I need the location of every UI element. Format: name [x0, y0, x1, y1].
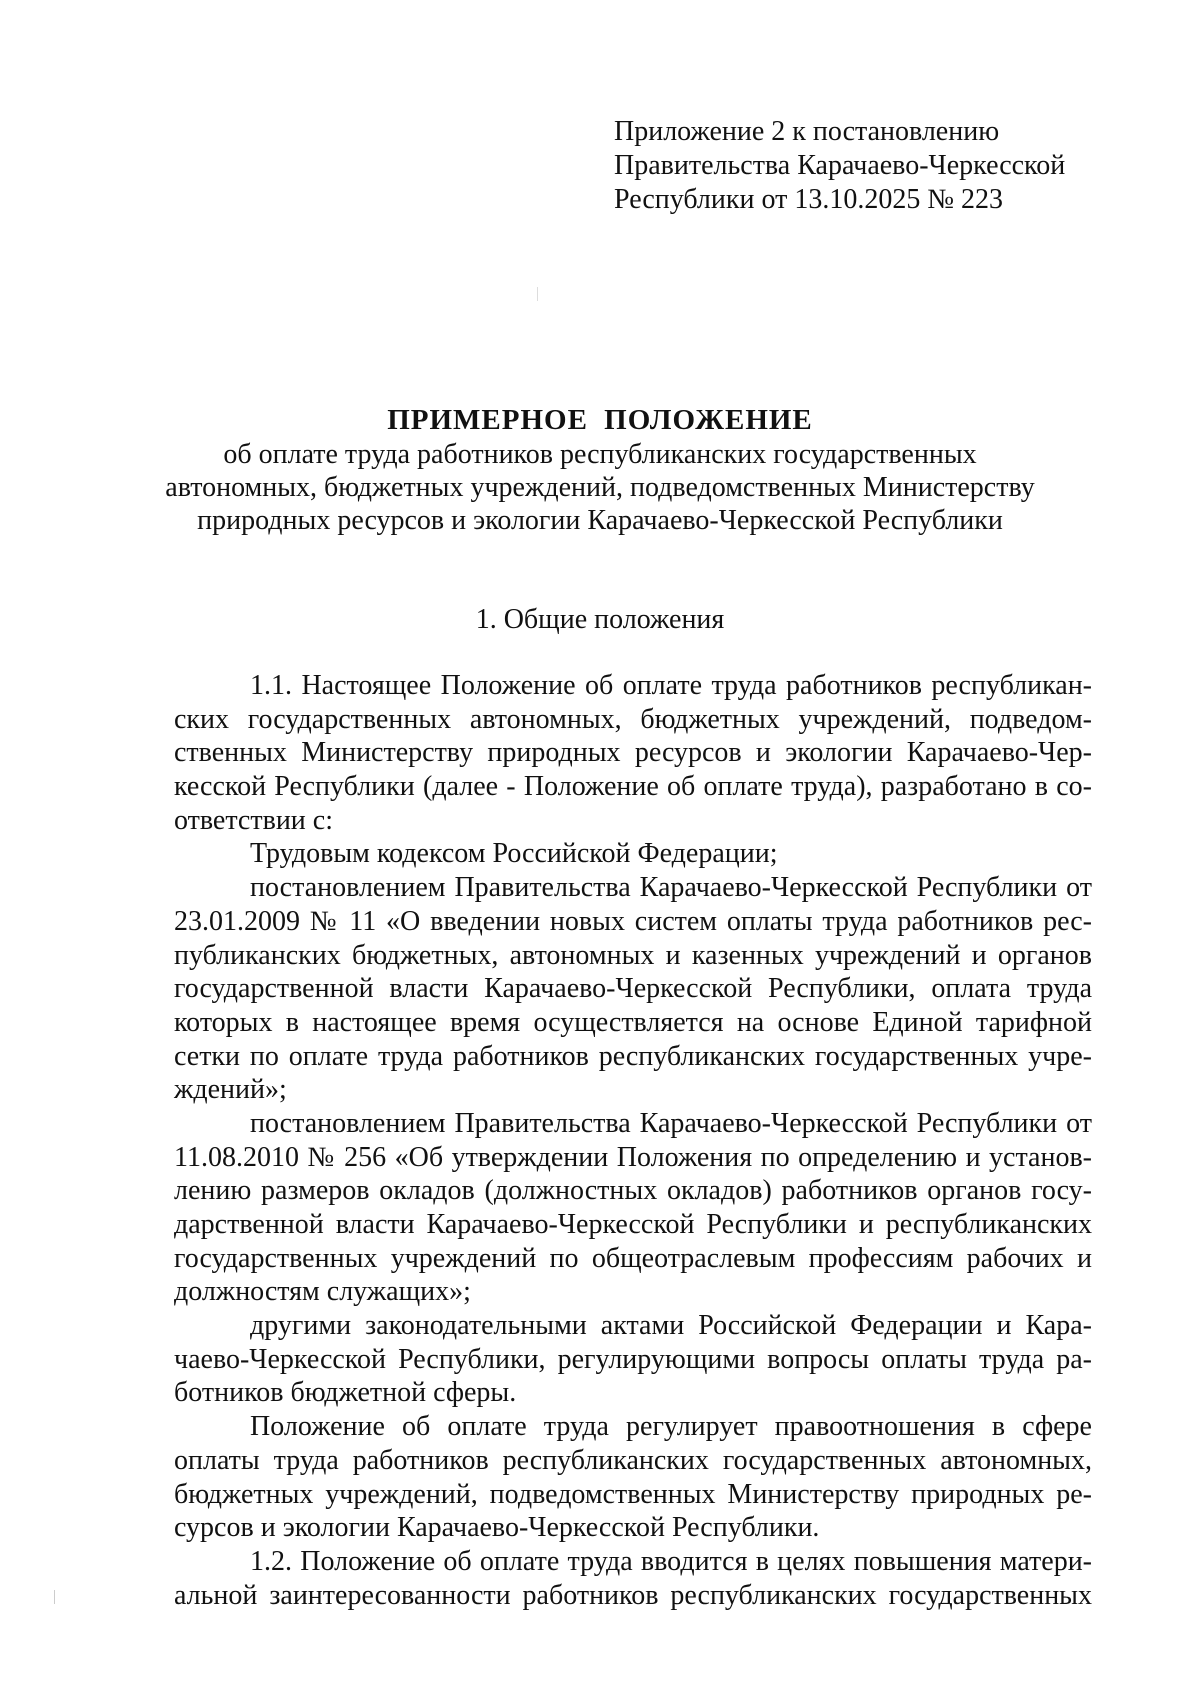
paragraph-line: публиканских бюджетных, автономных и казенных учреждений и органов — [174, 939, 1092, 971]
paragraph-line: альной заинтересованности работников республиканских государственных — [174, 1579, 1092, 1611]
paragraph-line: 11.08.2010 № 256 «Об утверждении Положения по определению и установ- — [174, 1141, 1092, 1173]
paragraph-line: 23.01.2009 № 11 «О введении новых систем оплаты труда работников рес- — [174, 905, 1092, 937]
paragraph-line: другими законодательными актами Российской Федерации и Кара- — [250, 1310, 1092, 1342]
subtitle-line: автономных, бюджетных учреждений, подведомственных Министерству — [165, 472, 1035, 503]
paragraph-line: 1.2. Положение об оплате труда вводится в целях повышения матери- — [250, 1545, 1092, 1577]
scan-artifact — [54, 1590, 55, 1604]
paragraph-line: государственной власти Карачаево-Черкесской Республики, оплата труда — [174, 973, 1092, 1005]
subtitle-line: природных ресурсов и экологии Карачаево-Черкесской Республики — [197, 505, 1003, 536]
appendix-note — [614, 115, 1065, 217]
paragraph-line: ских государственных автономных, бюджетных учреждений, подведом- — [174, 703, 1092, 735]
subtitle-line: об оплате труда работников республиканских государственных — [223, 439, 977, 470]
paragraph-line: ственных Министерству природных ресурсов и экологии Карачаево-Чер- — [174, 737, 1092, 769]
paragraph-line: Трудовым кодексом Российской Федерации; — [250, 838, 778, 870]
appendix-note-line: Республики от 13.10.2025 № 223 — [614, 184, 1004, 215]
paragraph-line: государственных учреждений по общеотраслевым профессиям рабочих и — [174, 1242, 1092, 1274]
paragraph-line: сетки по оплате труда работников республиканских государственных учре- — [174, 1040, 1092, 1072]
appendix-note-line: Приложение 2 к постановлению — [614, 116, 1000, 147]
document-title: ПРИМЕРНОЕ ПОЛОЖЕНИЕ — [387, 404, 813, 436]
body-text — [174, 669, 1092, 1612]
paragraph-line: должностям служащих»; — [174, 1276, 471, 1308]
document-title-block — [120, 402, 1080, 537]
paragraph-line: постановлением Правительства Карачаево-Черкесской Республики от — [250, 1107, 1092, 1139]
paragraph-line: лению размеров окладов (должностных окладов) работников органов госу- — [174, 1175, 1092, 1207]
appendix-note-line: Правительства Карачаево-Черкесской — [614, 150, 1066, 181]
paragraph-line: Положение об оплате труда регулирует правоотношения в сфере — [250, 1411, 1092, 1443]
paragraph-line: дарственной власти Карачаево-Черкесской Республики и республиканских — [174, 1209, 1092, 1240]
paragraph-line: бюджетных учреждений, подведомственных Министерству природных ре- — [174, 1478, 1092, 1510]
section-heading: 1. Общие положения — [475, 604, 725, 635]
paragraph-line: ответствии с: — [174, 804, 333, 836]
paragraph-line: оплаты труда работников республиканских государственных автономных, — [174, 1444, 1092, 1476]
paragraph-line: ботников бюджетной сферы. — [174, 1377, 517, 1409]
paragraph-line: сурсов и экологии Карачаево-Черкесской Республики. — [174, 1512, 820, 1544]
paragraph-line: ждений»; — [174, 1074, 287, 1106]
paragraph-line: постановлением Правительства Карачаево-Черкесской Республики от — [250, 872, 1092, 904]
paragraph-line: кесской Республики (далее - Положение об оплате труда), разработано в со- — [174, 771, 1092, 803]
paragraph-line: которых в настоящее время осуществляется на основе Единой тарифной — [174, 1006, 1092, 1038]
document-subtitle — [120, 438, 1080, 537]
scan-artifact — [537, 287, 538, 301]
paragraph-line: чаево-Черкесской Республики, регулирующими вопросы оплаты труда ра- — [174, 1343, 1092, 1375]
paragraph-line: 1.1. Настоящее Положение об оплате труда работников республикан- — [250, 670, 1092, 701]
